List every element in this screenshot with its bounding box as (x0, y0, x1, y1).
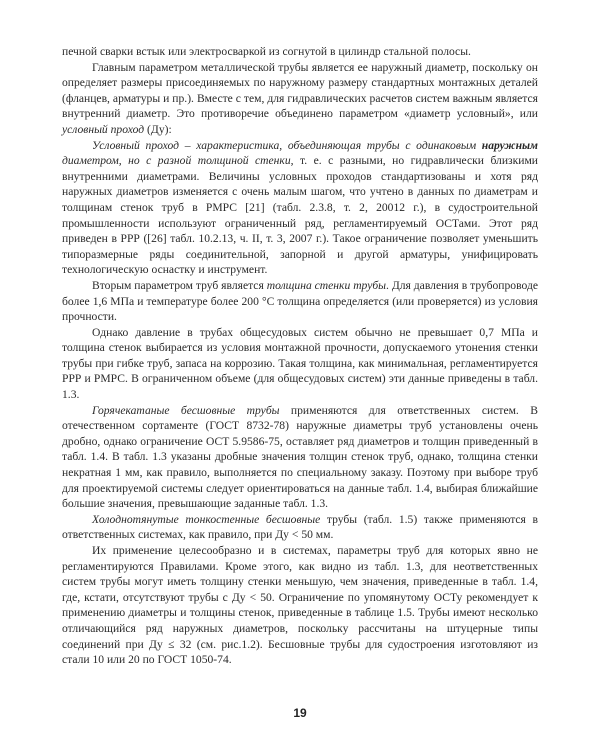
page-number: 19 (293, 706, 307, 720)
text-run: Их применение целесообразно и в системах, параметры труб для которых явно не регламентируются Правилами. Кроме этого, как видно из табл. 1.3, для неответственных систем трубы могут иметь толщину стенки меньшую, чем значения, приведенные в табл. 1.4, где, кстати, отсутствуют трубы с Ду < 50. Ограничение по упомянутому ОСТу рекомендует к применению диаметры и толщины стенок, приведенные в таблице 1.5. Трубы имеют несколько отличающийся ряд наружных диаметров, поскольку рассчитаны на штуцерные типы соединений при Ду ≤ 32 (см. рис.1.2). Бесшовные трубы для судостроения изготовляют из стали 10 или 20 по ГОСТ 1050-74. (62, 544, 538, 667)
emphasized-text: толщина стенки трубы (266, 278, 387, 292)
emphasized-text: условный проход (62, 122, 145, 136)
paragraph (62, 44, 538, 60)
text-run: применяются для ответственных систем. В отечественном сортаменте (ГОСТ 8732-78) наружные диаметры труб установлены очень дробно, однако ограничение ОСТ 5.9586-75, оставляет ряд диаметров и толщин приведенный в табл. 1.4. В табл. 1.3 указаны дробные значения толщин стенок труб, однако, толщина стенки некратная 1 мм, как правило, выполняется по специальному заказу. Поэтому при выборе труб для проектируемой системы следует ориентироваться на данные табл. 1.4, выбирая ближайшие большие значения, превышающие заданные табл. 1.3. (62, 403, 538, 511)
paragraph (62, 543, 538, 668)
text-run: Главным параметром металлической трубы является ее наружный диаметр, поскольку он определяет размеры присоединяемых по наружному размеру стандартных монтажных деталей (фланцев, арматуры и пр.). Вместе с тем, для гидравлических расчетов систем важным является внутренний диаметр. Это противоречие объединено параметром «диаметр условный», или (62, 60, 538, 121)
emphasized-text: диаметром, но с разной толщиной стенки, (62, 154, 294, 168)
text-run: (Ду): (144, 122, 172, 136)
text-run: т. е. с разными, но гидравлически близкими внутренними диаметрами. Величины условных проходов стандартизованы и хотя ряд наружных диаметров изменяется с очень малым шагом, что учтено в данных по диаметрам и толщинам стенок труб в РМРС [21] (табл. 2.3.8, т. 2, 20012 г.), в судостроительной промышленности используют ограниченный ряд, регламентируемый ОСТами. Этот ряд приведен в РРР ([26] табл. 10.2.13, ч. II, т. 3, 2007 г.). Такое ограничение позволяет уменьшить типоразмерные ряды соединительной, запорной и другой арматуры, унифицировать технологическую оснастку и инструмент. (62, 154, 538, 277)
paragraph (62, 403, 538, 512)
paragraph (62, 278, 538, 325)
body-text (62, 44, 538, 668)
text-run: трубы (табл. 1.5) также применяются в ответственных системах, как правило, при Ду < 50 мм. (62, 512, 538, 542)
paragraph (62, 60, 538, 138)
text-run: . Для давления в трубопроводе более 1,6 МПа и температуре более 200 °С толщина определяется (или проверяется) из условия прочности. (62, 278, 539, 324)
paragraph (62, 138, 538, 278)
text-run: печной сварки встык или электросваркой из согнутой в цилиндр стальной полосы. (62, 45, 471, 58)
text-run: Вторым параметром труб является (92, 278, 267, 292)
text-run: Однако давление в трубах общесудовых систем обычно не превышает 0,7 МПа и толщина стенок выбирается из условия монтажной прочности, допускаемого утонения стенки трубы при гибке труб, запаса на коррозию. Такая толщина, как минимальная, регламентируется РРР и РМРС. В ограниченном объеме (для общесудовых систем) эти данные приведены в табл. 1.3. (62, 325, 538, 402)
emphasized-text: Холоднотянутые тонкостенные бесшовные (92, 512, 321, 526)
emphasized-text: наружным (481, 138, 538, 152)
emphasized-text: Условный проход – характеристика, объединяющая трубы с одинаковым (92, 138, 482, 152)
emphasized-text: Горячекатаные бесшовные трубы (92, 403, 280, 417)
paragraph (62, 512, 538, 543)
paragraph (62, 325, 538, 403)
